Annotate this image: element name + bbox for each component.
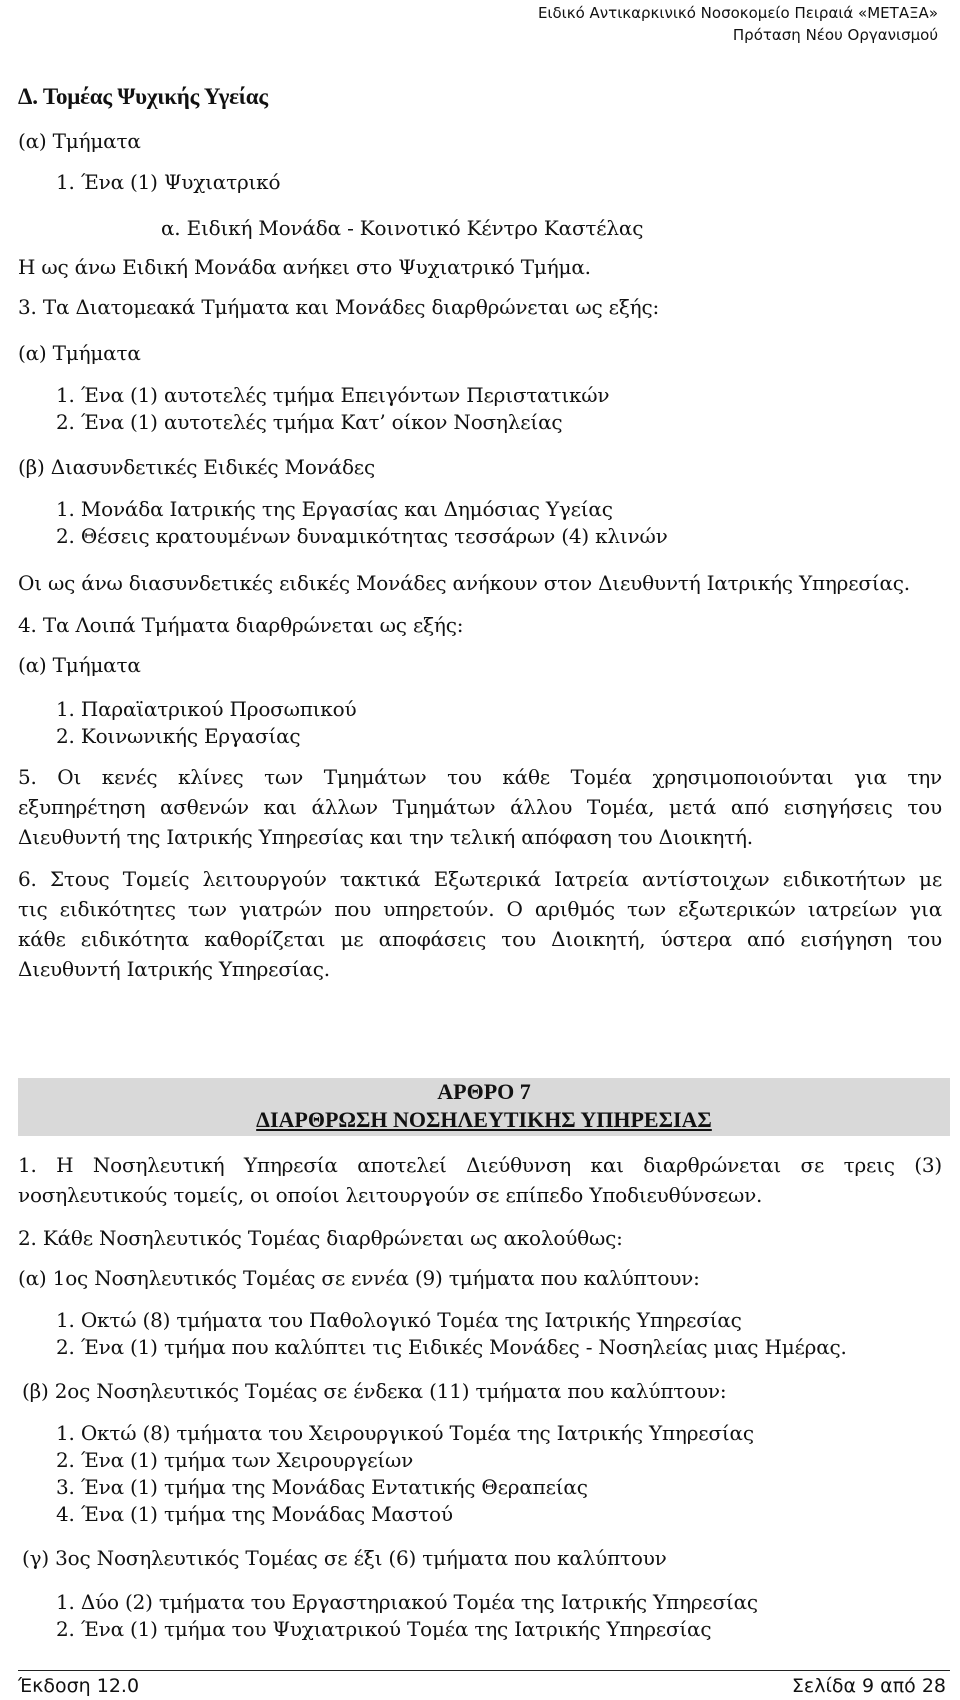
article-p1-line-2: νοσηλευτικούς τομείς, οι οποίοι λειτουργούν σε επίπεδο Υποδιευθύνσεων.	[18, 1183, 763, 1207]
article-b-item-4: 4. Ένα (1) τμήμα της Μονάδας Μαστού	[56, 1502, 453, 1526]
article-a-item-1: 1. Οκτώ (8) τμήματα του Παθολογικό Τομέα της Ιατρικής Υπηρεσίας	[56, 1308, 742, 1332]
section-3-note: Οι ως άνω διασυνδετικές ειδικές Μονάδες ανήκουν στον Διευθυντή Ιατρικής Υπηρεσίας.	[18, 571, 910, 595]
section-d-note: Η ως άνω Ειδική Μονάδα ανήκει στο Ψυχιατρικό Τμήμα.	[18, 255, 591, 279]
section-4-heading: 4. Τα Λοιπά Τμήματα διαρθρώνεται ως εξής:	[18, 613, 464, 637]
article-p1-line-1: 1. Η Νοσηλευτική Υπηρεσία αποτελεί Διεύθυνση και διαρθρώνεται σε τρεις (3)	[18, 1153, 942, 1177]
article-b-item-1: 1. Οκτώ (8) τμήματα του Χειρουργικού Τομέα της Ιατρικής Υπηρεσίας	[56, 1421, 754, 1445]
article-number: ΑΡΘΡΟ 7	[437, 1079, 531, 1104]
section-3-b-item-2: 2. Θέσεις κρατουμένων δυναμικότητας τεσσάρων (4) κλινών	[56, 524, 668, 548]
section-d-item-1a: α. Ειδική Μονάδα - Κοινοτικό Κέντρο Καστέλας	[161, 216, 644, 240]
header-document-title: Πρόταση Νέου Οργανισμού	[732, 26, 938, 44]
article-b-item-2: 2. Ένα (1) τμήμα των Χειρουργείων	[56, 1448, 414, 1472]
section-4-sub-a: (α) Τμήματα	[18, 653, 141, 677]
section-3-a-item-2: 2. Ένα (1) αυτοτελές τμήμα Κατ’ οίκον Νοσηλείας	[56, 410, 563, 434]
section-3-a-item-1: 1. Ένα (1) αυτοτελές τμήμα Επειγόντων Περιστατικών	[56, 383, 610, 407]
article-a-heading: (α) 1ος Νοσηλευτικός Τομέας σε εννέα (9) τμήματα που καλύπτουν:	[18, 1266, 700, 1290]
footer-page-number: Σελίδα 9 από 28	[791, 1675, 946, 1697]
article-b-heading: (β) 2ος Νοσηλευτικός Τομέας σε ένδεκα (11) τμήματα που καλύπτουν:	[22, 1379, 727, 1403]
header-hospital-name: Ειδικό Αντικαρκινικό Νοσοκομείο Πειραιά «ΜΕΤΑΞΑ»	[537, 4, 938, 22]
section-d-sub-a: (α) Τμήματα	[18, 129, 141, 153]
footer-version: Έκδοση 12.0	[18, 1675, 140, 1697]
section-5-line-1: 5. Οι κενές κλίνες των Τμημάτων του κάθε Τομέα χρησιμοποιούνται για την	[18, 765, 942, 789]
section-6-line-4: Διευθυντή Ιατρικής Υπηρεσίας.	[18, 957, 330, 981]
section-5-line-3: Διευθυντή της Ιατρικής Υπηρεσίας και την τελική απόφαση του Διοικητή.	[18, 825, 753, 849]
section-6-line-1: 6. Στους Τομείς λειτουργούν τακτικά Εξωτερικά Ιατρεία αντίστοιχων ειδικοτήτων με	[18, 867, 942, 891]
section-6-line-3: κάθε ειδικότητα καθορίζεται με αποφάσεις του Διοικητή, ύστερα από εισήγηση του	[18, 927, 942, 951]
section-3-heading: 3. Τα Διατομεακά Τμήματα και Μονάδες διαρθρώνεται ως εξής:	[18, 295, 659, 319]
section-d-item-1: 1. Ένα (1) Ψυχιατρικό	[56, 170, 281, 194]
section-d-heading: Δ. Τομέας Ψυχικής Υγείας	[18, 84, 268, 109]
article-title: ΔΙΑΡΘΡΩΣΗ ΝΟΣΗΛΕΥΤΙΚΗΣ ΥΠΗΡΕΣΙΑΣ	[256, 1107, 712, 1132]
article-c-item-2: 2. Ένα (1) τμήμα του Ψυχιατρικού Τομέα της Ιατρικής Υπηρεσίας	[56, 1617, 712, 1641]
section-3-sub-b: (β) Διασυνδετικές Ειδικές Μονάδες	[18, 455, 375, 479]
section-4-item-1: 1. Παραϊατρικού Προσωπικού	[56, 697, 357, 721]
article-b-item-3: 3. Ένα (1) τμήμα της Μονάδας Εντατικής Θεραπείας	[56, 1475, 588, 1499]
article-c-item-1: 1. Δύο (2) τμήματα του Εργαστηριακού Τομέα της Ιατρικής Υπηρεσίας	[56, 1590, 758, 1614]
article-c-heading: (γ) 3ος Νοσηλευτικός Τομέας σε έξι (6) τμήματα που καλύπτουν	[22, 1546, 667, 1570]
section-4-item-2: 2. Κοινωνικής Εργασίας	[56, 724, 301, 748]
section-3-sub-a: (α) Τμήματα	[18, 341, 141, 365]
footer-divider	[18, 1670, 950, 1671]
section-6-line-2: τις ειδικότητες των γιατρών που υπηρετούν. Ο αριθμός των εξωτερικών ιατρείων για	[18, 897, 942, 921]
article-a-item-2: 2. Ένα (1) τμήμα που καλύπτει τις Ειδικές Μονάδες - Νοσηλείας μιας Ημέρας.	[56, 1335, 847, 1359]
section-3-b-item-1: 1. Μονάδα Ιατρικής της Εργασίας και Δημόσιας Υγείας	[56, 497, 613, 521]
article-p2: 2. Κάθε Νοσηλευτικός Τομέας διαρθρώνεται ως ακολούθως:	[18, 1226, 623, 1250]
section-5-line-2: εξυπηρέτηση ασθενών και άλλων Τμημάτων άλλου Τομέα, μετά από εισηγήσεις του	[18, 795, 942, 819]
